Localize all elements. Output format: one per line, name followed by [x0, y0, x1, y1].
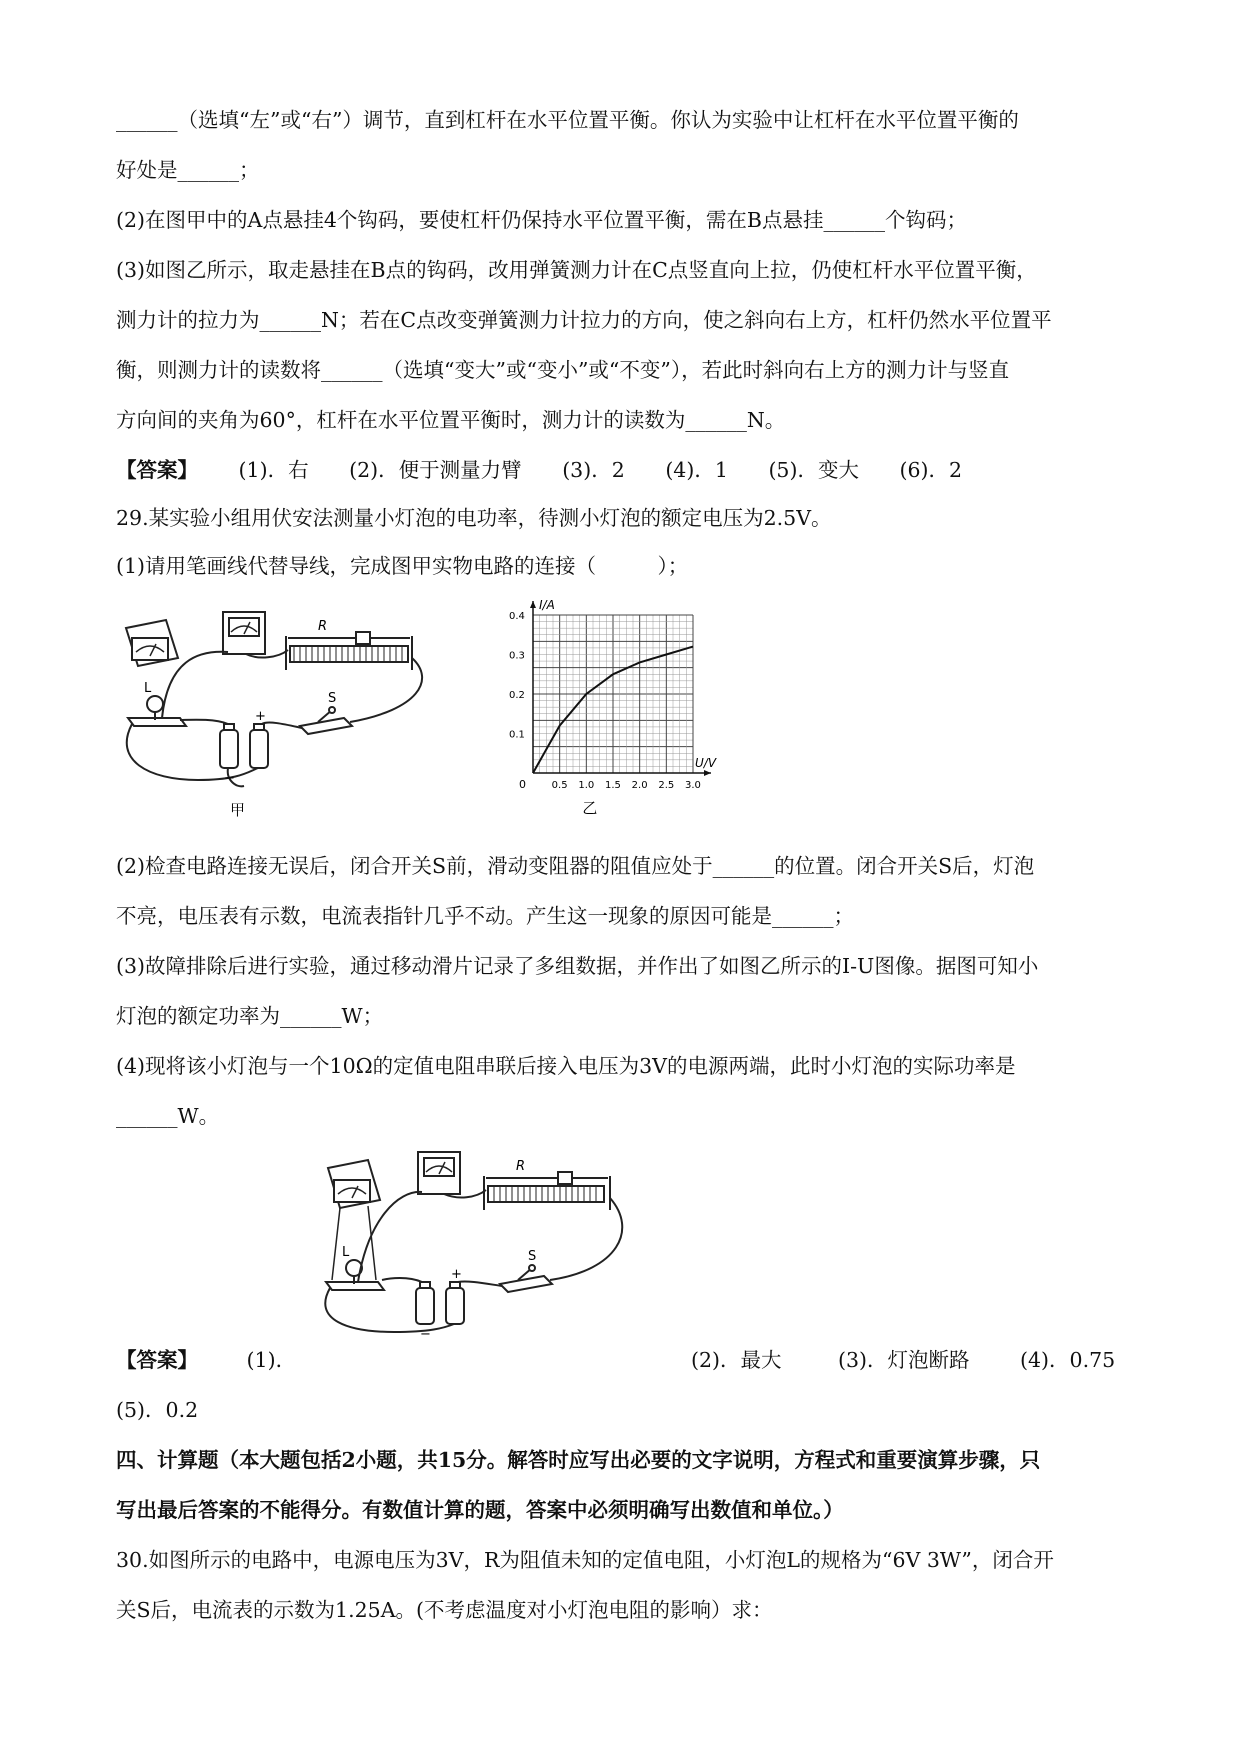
q29-line-7: (4)现将该小灯泡与一个10Ω的定值电阻串联后接入电压为3V的电源两端，此时小灯泡的实际功率是	[116, 1054, 1016, 1078]
q28-line-6: 衡，则测力计的读数将______（选填“变大”或“变小”或“不变”），若此时斜向右上方的测力计与竖直	[116, 358, 1010, 382]
label-S: S	[528, 1249, 537, 1264]
answer-item: (4)．0.75	[1020, 1348, 1116, 1372]
y-tick-label: 0.1	[509, 729, 525, 741]
answer-item: (2)．最大	[691, 1348, 782, 1372]
answer-label: 【答案】	[116, 458, 198, 482]
q28-answer-row	[116, 456, 962, 484]
answer-item: (5)．0.2	[116, 1398, 199, 1422]
label-L: L	[144, 681, 152, 696]
label-minus: −	[420, 1327, 431, 1340]
answer-label: 【答案】	[116, 1348, 198, 1372]
ammeter-icon	[126, 620, 178, 666]
section4-line-1: 四、计算题（本大题包括2小题，共15分。解答时应写出必要的文字说明，方程式和重要演算步骤，只	[116, 1448, 1041, 1472]
q29-answer-row	[116, 1346, 1131, 1374]
voltmeter-icon	[328, 1160, 380, 1208]
q29-line-3: (2)检查电路连接无误后，闭合开关S前，滑动变阻器的阻值应处于______的位置。闭合开关S后，灯泡	[116, 854, 1035, 878]
x-tick-label: 3.0	[685, 780, 701, 791]
x-axis-arrow	[704, 770, 711, 776]
answer-item: (1)．右	[238, 458, 309, 482]
lamp-icon	[128, 696, 186, 726]
label-minus: −	[224, 771, 235, 786]
q29-line-2: (1)请用笔画线代替导线，完成图甲实物电路的连接（ ）；	[116, 554, 689, 578]
rheostat-icon	[484, 1172, 610, 1210]
section4-line-2: 写出最后答案的不能得分。有数值计算的题，答案中必须明确写出数值和单位。）	[116, 1498, 844, 1522]
q29-line-5: (3)故障排除后进行实验，通过移动滑片记录了多组数据，并作出了如图乙所示的I-U图像。据图可知小	[116, 954, 1039, 978]
chart-ylabel: I/A	[539, 598, 555, 612]
q30-line-2: 关S后，电流表的示数为1.25A。(不考虑温度对小灯泡电阻的影响）求：	[116, 1598, 773, 1622]
figure-answer-circuit	[318, 1150, 648, 1340]
q30-line-1: 30.如图所示的电路中，电源电压为3V，R为阻值未知的定值电阻，小灯泡L的规格为“6V 3W”，闭合开	[116, 1548, 1054, 1572]
q28-line-4: (3)如图乙所示，取走悬挂在B点的钩码，改用弹簧测力计在C点竖直向上拉，仍使杠杆水平位置平衡，	[116, 258, 1037, 282]
q29-answer-row-2	[116, 1396, 198, 1424]
q29-line-8: ______W。	[116, 1104, 220, 1128]
x-tick-label: 1.5	[605, 780, 621, 791]
q28-line-2: 好处是______；	[116, 158, 260, 182]
label-plus: +	[255, 709, 266, 724]
voltmeter-icon	[223, 612, 265, 654]
answer-item: (5)．变大	[768, 458, 859, 482]
ammeter-icon	[418, 1152, 460, 1194]
rheostat-icon	[286, 632, 412, 670]
answer-item: (3)．灯泡断路	[838, 1348, 970, 1372]
q28-line-3: (2)在图甲中的A点悬挂4个钩码，要使杠杆仍保持水平位置平衡，需在B点悬挂______个钩码；	[116, 208, 967, 232]
answer-item: (2)．便于测量力臂	[349, 458, 522, 482]
q28-line-1: ______（选填“左”或“右”）调节，直到杠杆在水平位置平衡。你认为实验中让杠杆在水平位置平衡的	[116, 108, 1019, 132]
caption-jia: 甲	[230, 801, 246, 819]
y-tick-label: 0.2	[509, 690, 525, 701]
x-tick-label: 0.5	[551, 780, 568, 791]
q29-line-1: 29.某实验小组用伏安法测量小灯泡的电功率，待测小灯泡的额定电压为2.5V。	[116, 506, 832, 530]
label-R: R	[516, 1159, 526, 1174]
y-axis-arrow	[530, 601, 536, 608]
answer-item: (6)．2	[899, 458, 963, 482]
figure-jia-circuit	[118, 600, 448, 825]
battery-icon	[220, 724, 268, 768]
x-tick-label: 1.0	[578, 780, 595, 791]
x-tick-label: 2.5	[658, 780, 675, 791]
chart-axes	[530, 601, 711, 776]
chart-origin-label: 0	[519, 778, 526, 791]
label-S: S	[328, 691, 337, 706]
y-tick-label: 0.3	[509, 650, 525, 662]
figure-yi-iu-chart	[505, 598, 720, 828]
label-plus: +	[451, 1267, 462, 1282]
switch-icon	[300, 707, 352, 734]
switch-icon	[500, 1265, 552, 1292]
q28-line-5: 测力计的拉力为______N；若在C点改变弹簧测力计拉力的方向，使之斜向右上方，杠杆仍然水平位置平	[116, 308, 1052, 332]
caption-yi: 乙	[582, 799, 598, 817]
y-tick-label: 0.4	[509, 611, 525, 622]
q28-line-7: 方向间的夹角为60°，杠杆在水平位置平衡时，测力计的读数为______N。	[116, 408, 786, 432]
answer-item: (4)．1	[665, 458, 728, 482]
x-tick-label: 2.0	[631, 780, 648, 791]
label-R: R	[318, 619, 328, 634]
q29-line-6: 灯泡的额定功率为______W；	[116, 1004, 384, 1028]
chart-xlabel: U/V	[695, 756, 717, 770]
answer-item: (3)．2	[562, 458, 625, 482]
label-L: L	[342, 1245, 350, 1260]
chart-grid	[533, 615, 693, 773]
q29-line-4: 不亮，电压表有示数，电流表指针几乎不动。产生这一现象的原因可能是______；	[116, 904, 854, 928]
answer-item: (1)．	[246, 1348, 297, 1372]
battery-icon	[416, 1282, 464, 1324]
